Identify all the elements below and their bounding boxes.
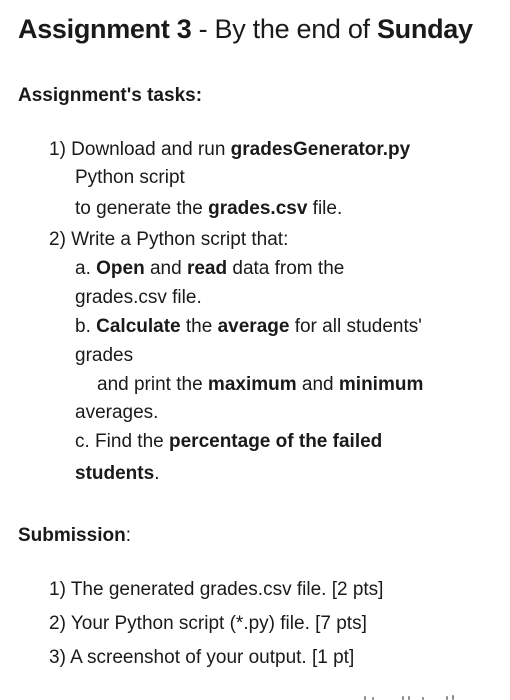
submission-heading-colon: : bbox=[125, 525, 131, 546]
task1-line1 bbox=[49, 139, 410, 161]
task2b-text: and print the bbox=[97, 374, 208, 395]
task2b-text: and bbox=[296, 374, 339, 395]
task2a-text: and bbox=[144, 258, 187, 279]
task2b-line1 bbox=[75, 316, 422, 338]
task2b-line2: grades bbox=[75, 345, 134, 366]
submission-item-3: 3) A screenshot of your output. [1 pt] bbox=[49, 647, 355, 668]
task1-text: 1) Download and run bbox=[49, 139, 231, 160]
task2a-line1 bbox=[75, 258, 344, 280]
task2-line1: 2) Write a Python script that: bbox=[49, 229, 289, 250]
task2c-text: c. Find the bbox=[75, 431, 169, 452]
submission-item-1: 1) The generated grades.csv file. [2 pts] bbox=[49, 579, 384, 600]
task2c-text: . bbox=[154, 463, 160, 484]
task1-file-name: grades.csv bbox=[208, 198, 308, 219]
task2a-keyword-open: Open bbox=[96, 258, 145, 279]
task1-text: file. bbox=[307, 198, 343, 219]
title-deadline-day: Sunday bbox=[376, 14, 473, 44]
title-deadline-text: - By the end of bbox=[191, 14, 377, 44]
task2a-text: a. bbox=[75, 258, 97, 279]
task2a-keyword-read: read bbox=[186, 258, 228, 279]
task2c-keyword-students: students bbox=[75, 463, 155, 484]
task2c-line2 bbox=[75, 463, 159, 485]
task1-text: to generate the bbox=[75, 198, 209, 219]
task2c-line1 bbox=[75, 431, 382, 453]
task2b-keyword-calculate: Calculate bbox=[96, 316, 181, 337]
task2a-line2: grades.csv file. bbox=[75, 287, 202, 308]
submission-item-2: 2) Your Python script (*.py) file. [7 pts] bbox=[49, 613, 367, 634]
task1-script-name: gradesGenerator.py bbox=[230, 139, 411, 160]
task2b-text: for all students' bbox=[289, 316, 422, 337]
submission-heading-text: Submission bbox=[18, 525, 126, 546]
task2b-text: b. bbox=[75, 316, 97, 337]
task2c-keyword-percentage: percentage of the failed bbox=[169, 431, 383, 452]
task2b-keyword-minimum: minimum bbox=[338, 374, 424, 395]
submission-heading bbox=[18, 525, 131, 547]
task2a-text: data from the bbox=[227, 258, 345, 279]
task1-line3 bbox=[75, 198, 342, 220]
task2b-keyword-maximum: maximum bbox=[207, 374, 297, 395]
task2b-text: the bbox=[180, 316, 218, 337]
cropped-text-fragment bbox=[362, 694, 462, 700]
task2b-keyword-average: average bbox=[217, 316, 290, 337]
tasks-heading: Assignment's tasks: bbox=[18, 85, 203, 106]
assignment-title bbox=[18, 14, 473, 45]
task1-line2: Python script bbox=[75, 167, 185, 188]
title-assignment-number: Assignment 3 bbox=[18, 14, 192, 44]
task2b-line4: averages. bbox=[75, 402, 159, 423]
task2b-line3 bbox=[97, 374, 423, 396]
